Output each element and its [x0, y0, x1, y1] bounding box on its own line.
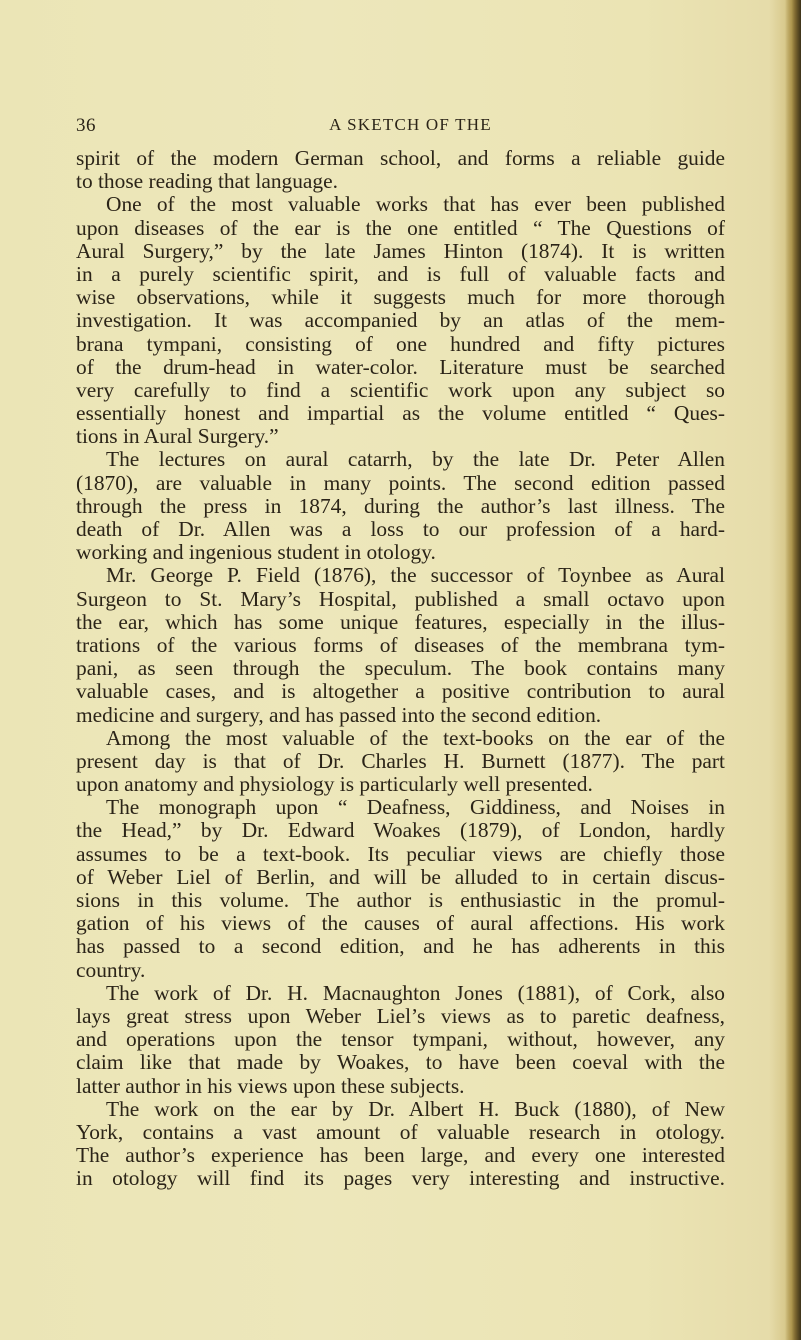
paragraph-first-line: The monograph upon “ Deafness, Giddiness, and Noises in — [106, 796, 725, 820]
text-line: the ear, which has some unique features, especially in the illus- — [76, 610, 725, 634]
paragraph-first-line: The work on the ear by Dr. Albert H. Buck (1880), of New — [106, 1097, 725, 1121]
text-line: assumes to be a text-book. Its peculiar views are chiefly those — [76, 842, 725, 866]
text-line: in otology will find its pages very interesting and instructive. — [76, 1167, 725, 1191]
text-line: of Weber Liel of Berlin, and will be alluded to in certain discus- — [76, 865, 725, 889]
text-line: through the press in 1874, during the author’s last illness. The — [76, 494, 725, 518]
text-line: gation of his views of the causes of aural affections. His work — [76, 912, 725, 936]
text-line: trations of the various forms of diseases of the membrana tym- — [76, 633, 725, 657]
text-line: tions in Aural Surgery.” — [76, 425, 279, 449]
body-text — [76, 147, 725, 1190]
text-line: pani, as seen through the speculum. The book contains many — [76, 657, 725, 681]
text-line: of the drum-head in water-color. Literature must be searched — [76, 355, 725, 379]
page-number: 36 — [76, 115, 96, 136]
text-line: investigation. It was accompanied by an atlas of the mem- — [76, 309, 725, 333]
text-line: valuable cases, and is altogether a positive contribution to aural — [76, 680, 725, 704]
text-line: upon diseases of the ear is the one entitled “ The Questions of — [76, 216, 725, 240]
text-line: country. — [76, 958, 146, 982]
paragraph-first-line: The lectures on aural catarrh, by the late Dr. Peter Allen — [106, 448, 725, 472]
text-line: wise observations, while it suggests much for more thorough — [76, 286, 725, 310]
text-line: Aural Surgery,” by the late James Hinton (1874). It is written — [76, 239, 725, 263]
text-line: to those reading that language. — [76, 170, 338, 194]
paragraph-first-line: Among the most valuable of the text-books on the ear of the — [106, 726, 725, 750]
text-line: sions in this volume. The author is enthusiastic in the promul- — [76, 889, 725, 912]
text-line: (1870), are valuable in many points. The second edition passed — [76, 471, 725, 495]
text-line: the Head,” by Dr. Edward Woakes (1879), of London, hardly — [76, 819, 725, 843]
text-line: brana tympani, consisting of one hundred and fifty pictures — [76, 332, 725, 356]
text-line: working and ingenious student in otology. — [76, 541, 436, 565]
text-line: in a purely scientific spirit, and is full of valuable facts and — [76, 262, 725, 286]
text-line: York, contains a vast amount of valuable research in otology. — [76, 1120, 725, 1144]
text-line: latter author in his views upon these subjects. — [76, 1074, 465, 1098]
paragraph-first-line: Mr. George P. Field (1876), the successor of Toynbee as Aural — [106, 564, 725, 588]
text-line: spirit of the modern German school, and forms a reliable guide — [76, 147, 725, 170]
running-title: A SKETCH OF THE — [329, 115, 492, 134]
text-line: essentially honest and impartial as the volume entitled “ Ques- — [76, 402, 725, 426]
text-line: medicine and surgery, and has passed into the second edition. — [76, 703, 602, 727]
text-line: lays great stress upon Weber Liel’s views as to paretic deafness, — [76, 1004, 725, 1028]
page-spine-edge — [785, 0, 801, 1340]
text-line: upon anatomy and physiology is particularly well presented. — [76, 773, 593, 797]
text-line: The author’s experience has been large, and every one interested — [76, 1144, 725, 1168]
text-line: has passed to a second edition, and he has adherents in this — [76, 935, 725, 959]
text-line: claim like that made by Woakes, to have been coeval with the — [76, 1051, 725, 1075]
paragraph-first-line: One of the most valuable works that has ever been published — [106, 193, 725, 217]
text-line: very carefully to find a scientific work upon any subject so — [76, 378, 725, 402]
running-head — [76, 115, 725, 141]
paragraph-first-line: The work of Dr. H. Macnaughton Jones (1881), of Cork, also — [106, 981, 725, 1005]
text-line: death of Dr. Allen was a loss to our profession of a hard- — [76, 518, 725, 541]
text-line: present day is that of Dr. Charles H. Burnett (1877). The part — [76, 749, 725, 773]
text-line: and operations upon the tensor tympani, without, however, any — [76, 1028, 725, 1052]
text-line: Surgeon to St. Mary’s Hospital, published a small octavo upon — [76, 587, 725, 611]
